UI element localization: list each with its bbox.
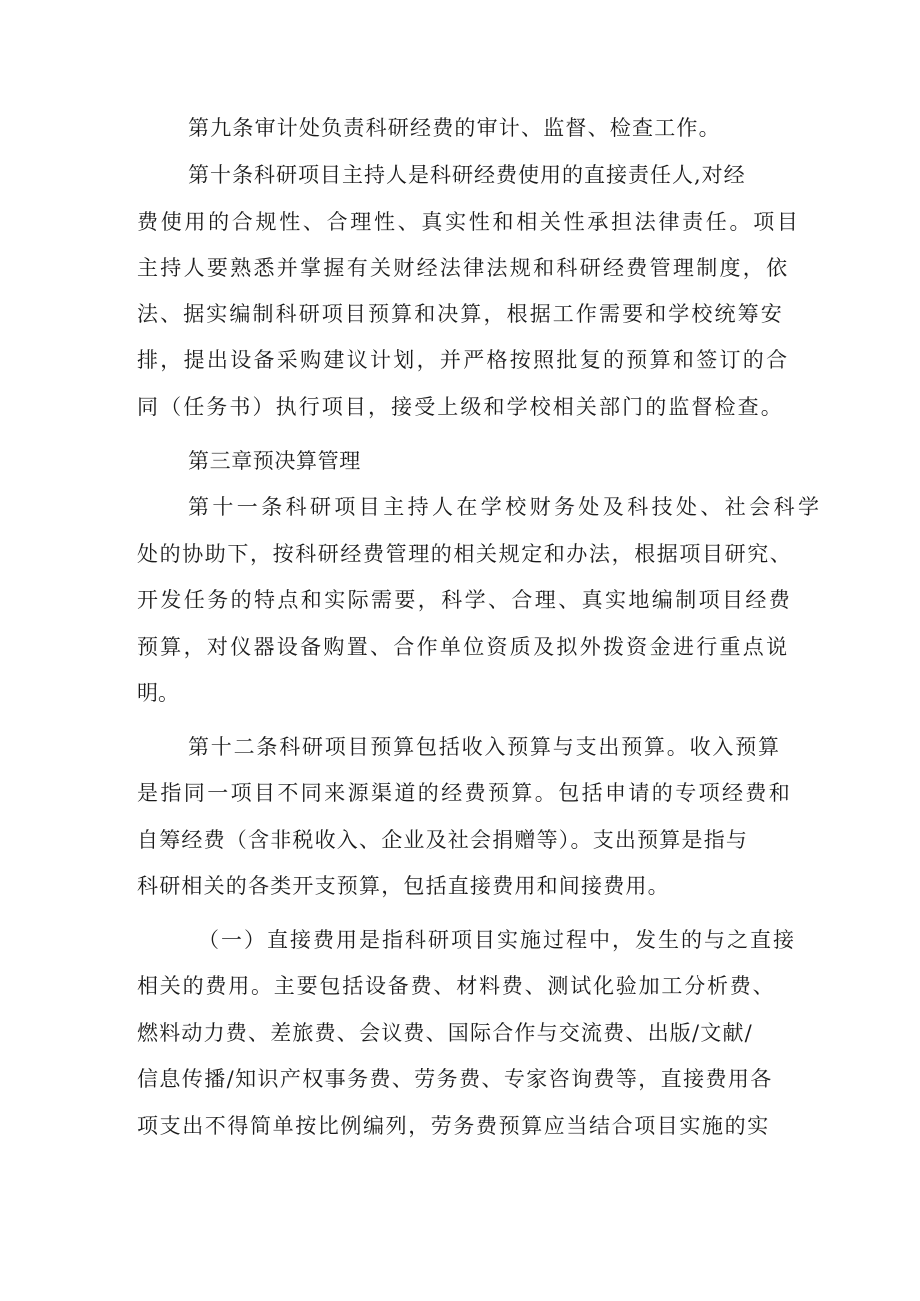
text-line: 预算，对仪器设备购置、合作单位资质及拟外拨资金进行重点说 — [137, 635, 790, 659]
text-line: 费使用的合规性、合理性、真实性和相关性承担法律责任。项目 — [137, 210, 801, 234]
chapter-heading: 第三章预决算管理 — [188, 449, 361, 473]
text-line: 自筹经费（含非税收入、企业及社会捐赠等）。支出预算是指与 — [137, 828, 749, 852]
text-line: 处的协助下，按科研经费管理的相关规定和办法，根据项目研究、 — [137, 542, 793, 566]
text-line-article-11: 第十一条科研项目主持人在学校财务处及科技处、社会科学 — [188, 495, 823, 519]
text-line: 项支出不得简单按比例编列，劳务费预算应当结合项目实施的实 — [137, 1114, 770, 1138]
text-line-article-9: 第九条审计处负责科研经费的审计、监督、检查工作。 — [188, 116, 721, 140]
text-line-article-10: 第十条科研项目主持人是科研经费使用的直接责任人,对经 — [188, 163, 746, 187]
text-line: 相关的费用。主要包括设备费、材料费、测试化验加工分析费、 — [137, 974, 776, 998]
text-line: 信息传播/知识产权事务费、劳务费、专家咨询费等，直接费用各 — [137, 1067, 773, 1091]
text-line: 开发任务的特点和实际需要，科学、合理、真实地编制项目经费 — [137, 588, 793, 612]
text-line: 是指同一项目不同来源渠道的经费预算。包括申请的专项经费和 — [137, 781, 793, 805]
text-line: 排，提出设备采购建议计划，并严格按照批复的预算和签订的合 — [137, 348, 790, 372]
text-line-article-12: 第十二条科研项目预算包括收入预算与支出预算。收入预算 — [188, 735, 781, 759]
text-line: 同（任务书）执行项目，接受上级和学校相关部门的监督检查。 — [137, 395, 784, 419]
text-line: 明。 — [137, 681, 179, 705]
text-line: 燃料动力费、差旅费、会议费、国际合作与交流费、出版/文献/ — [137, 1021, 753, 1045]
text-line-item-1: （一）直接费用是指科研项目实施过程中，发生的与之直接 — [198, 928, 796, 952]
text-line: 科研相关的各类开支预算，包括直接费用和间接费用。 — [137, 874, 670, 898]
text-line: 主持人要熟悉并掌握有关财经法律法规和科研经费管理制度，依 — [137, 256, 790, 280]
text-line: 法、据实编制科研项目预算和决算，根据工作需要和学校统筹安 — [137, 302, 784, 326]
